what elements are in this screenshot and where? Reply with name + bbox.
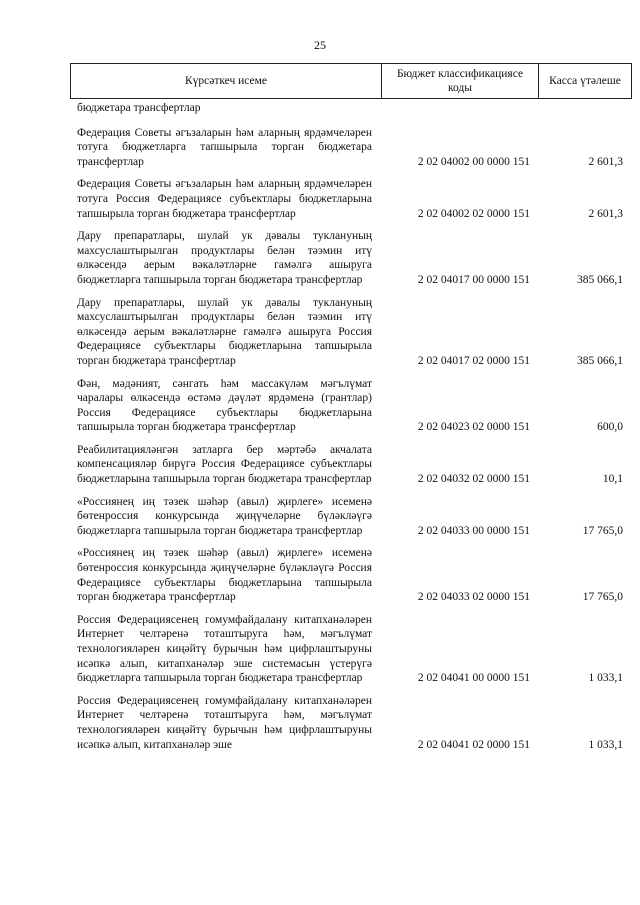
row-name: Федерация Советы әгъзаларын һәм аларның ярдәмчеләрен тотуга Россия Федерациясе субъектлары бюджетларына тапшырыла торган бюджетара трансфертлар [77, 178, 372, 220]
row-amount: 385 066,1 [577, 354, 623, 367]
row-code: 2 02 04017 02 0000 151 [417, 354, 530, 367]
row-amount: 17 765,0 [582, 524, 623, 537]
header-cash-execution: Касса үтәлеше [539, 64, 632, 99]
table-header [70, 63, 632, 99]
row-name: Дару препаратлары, шулай ук дәвалы туклануның махсуслаштырылган продуктлары белән тәэмин итү өлкәсендә аерым вәкаләтләрне гамәлгә ашыруга Россия Федерациясе субъектлары бюджетларына тапшырыла торган бюджетара трансфертлар [77, 296, 372, 367]
row-code: 2 02 04033 00 0000 151 [417, 524, 530, 537]
row-name: бюджетара трансфертлар [77, 102, 201, 114]
row-name: Реабилитацияләнгән затларга бер мәртәбә акчалата компенсацияләр бирүгә Россия Федерациясе субъектлары бюджетларына тапшырыла торган бюджетара трансфертлар [77, 443, 372, 486]
row-amount: 1 033,1 [588, 738, 623, 751]
table-row [77, 126, 623, 170]
table-row [77, 229, 623, 287]
row-name: «Россиянең иң тәзек шәһәр (авыл) җирлеге» исеменә бөтенроссия конкурсында җиңүчеләрне бүләкләүгә Россия Федерациясе субъектлары бюджетларына тапшырыла торган бюджетара трансфертлар [77, 547, 372, 604]
table-row [77, 495, 623, 539]
header-indicator-name: Күрсәткеч исеме [71, 64, 382, 99]
table-row [77, 177, 623, 221]
row-name: Дару препаратлары, шулай ук дәвалы туклануның махсуслаштырылган продуктлары белән тәэмин итү өлкәсендә аерым вәкаләтләрне гамәлгә ашыруга бюджетларга тапшырыла торган бюджетара трансфертлар [77, 230, 372, 286]
row-amount: 10,1 [602, 473, 623, 486]
row-name: Россия Федерациясенең гомумфайдалану китапханәләрен Интернет челтәренә тоташтыруга һәм, мәгълүмат технологияләрен киңәйтү бурычын һәм цифрлаштыруны исәпкә алып, китапханәләр эше [77, 694, 372, 751]
row-amount: 1 033,1 [588, 672, 623, 685]
table-row [77, 443, 623, 487]
row-code: 2 02 04002 02 0000 151 [417, 207, 530, 220]
table-row [77, 377, 623, 435]
row-amount: 385 066,1 [577, 273, 623, 286]
row-amount: 600,0 [597, 421, 623, 434]
page-number: 25 [314, 38, 326, 52]
row-code: 2 02 04023 02 0000 151 [417, 421, 530, 434]
table-row [77, 296, 623, 369]
row-name: «Россиянең иң тәзек шәһәр (авыл) җирлеге» исеменә бөтенроссия конкурсында җиңүчеләрне бүләкләүгә бюджетларга тапшырыла торган бюджетара трансфертлар [77, 495, 372, 537]
row-name: Федерация Советы әгъзаларын һәм аларның ярдәмчеләрен тотуга бюджетларга тапшырыла торган бюджетара трансфертлар [77, 126, 372, 168]
table-row [77, 546, 623, 604]
header-budget-code: Бюджет классификациясе коды [382, 64, 539, 99]
row-name: Россия Федерациясенең гомумфайдалану китапханәләрен Интернет челтәренә тоташтыруга һәм, мәгълүмат технологияләрен киңәйтү бурычын һәм цифрлаштыруны исәпкә алып, китапханәләр эше системасын үстерүгә бюджетларга тапшырыла торган бюджетара трансфертлар [77, 613, 372, 685]
row-code: 2 02 04041 02 0000 151 [417, 738, 530, 751]
row-code: 2 02 04032 02 0000 151 [417, 473, 530, 486]
row-code: 2 02 04017 00 0000 151 [417, 273, 530, 286]
row-amount: 17 765,0 [582, 591, 623, 604]
table-body [77, 101, 623, 760]
table-row [77, 613, 623, 686]
row-amount: 2 601,3 [588, 207, 623, 220]
row-code: 2 02 04002 00 0000 151 [417, 155, 530, 168]
row-name: Фән, мәдәният, сәнгать һәм массакүләм мәгълүмат чаралары өлкәсендә өстәмә дәүләт ярдәменә (грантлар) Россия Федерациясе субъектлары бюджетларына тапшырыла торган бюджетара трансфертлар [77, 377, 372, 434]
table-row [77, 694, 623, 752]
row-code: 2 02 04041 00 0000 151 [417, 672, 530, 685]
row-amount: 2 601,3 [588, 155, 623, 168]
table-row-carryover [77, 101, 623, 116]
row-code: 2 02 04033 02 0000 151 [417, 591, 530, 604]
